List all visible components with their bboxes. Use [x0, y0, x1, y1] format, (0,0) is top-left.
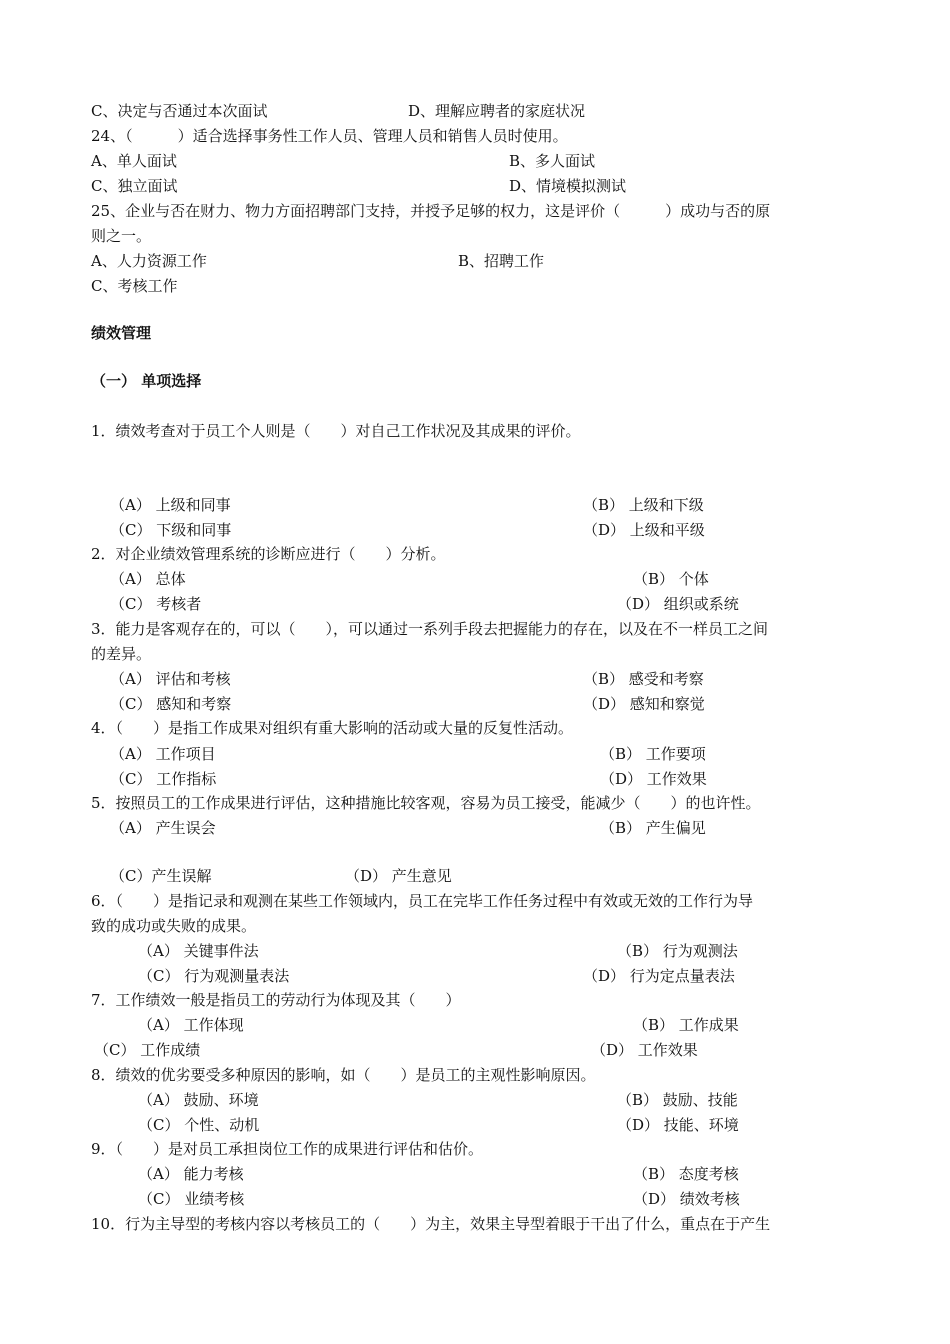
option-a: （A） 上级和同事 [110, 496, 231, 514]
question-10: 10．行为主导型的考核内容以考核员工的（ ）为主，效果主导型着眼于干出了什么，重点在于产生 [91, 1215, 771, 1233]
question-5: 5．按照员工的工作成果进行评估，这种措施比较客观，容易为员工接受，能减少（ ）的也许性。 [91, 794, 761, 812]
question-3: 3．能力是客观存在的，可以（ ），可以通过一系列手段去把握能力的存在，以及在不一样员工之间 [91, 620, 769, 638]
option-b: （B） 产生偏见 [600, 819, 706, 837]
option-d: （D） 绩效考核 [633, 1190, 740, 1208]
option-c: C、独立面试 [91, 177, 178, 195]
question-4: 4．（ ）是指工作成果对组织有重大影响的活动或大量的反复性活动。 [91, 719, 574, 737]
option-c: （C）产生误解 [110, 867, 212, 885]
option-a: A、人力资源工作 [91, 252, 207, 270]
option-d: （D） 工作效果 [591, 1041, 698, 1059]
option-d: （D） 行为定点量表法 [583, 967, 735, 985]
option-a: （A） 工作项目 [110, 745, 216, 763]
option-b: （B） 工作成果 [633, 1016, 739, 1034]
text-line: D、理解应聘者的家庭状况 [408, 102, 586, 120]
question-25: 25、企业与否在财力、物力方面招聘部门支持，并授予足够的权力，这是评价（ ）成功与否的原 [91, 202, 771, 220]
question-1: 1．绩效考查对于员工个人则是（ ）对自己工作状况及其成果的评价。 [91, 422, 581, 440]
option-a: （A） 关键事件法 [138, 942, 259, 960]
option-d: （D） 产生意见 [345, 867, 452, 885]
option-c: （C） 工作成绩 [94, 1041, 201, 1059]
option-c: （C） 行为观测量表法 [138, 967, 290, 985]
question-3-cont: 的差异。 [91, 645, 152, 663]
question-24: 24、（ ）适合选择事务性工作人员、管理人员和销售人员时使用。 [91, 127, 568, 145]
section-title: 绩效管理 [91, 324, 152, 342]
option-a: （A） 产生误会 [110, 819, 216, 837]
option-c: （C） 感知和考察 [110, 695, 232, 713]
option-d: （D） 技能、环境 [617, 1116, 739, 1134]
option-a: （A） 工作体现 [138, 1016, 244, 1034]
option-c: （C） 工作指标 [110, 770, 217, 788]
option-b: B、多人面试 [509, 152, 596, 170]
option-b: （B） 上级和下级 [583, 496, 704, 514]
option-d: D、情境模拟测试 [509, 177, 627, 195]
option-a: （A） 能力考核 [138, 1165, 244, 1183]
question-7: 7．工作绩效一般是指员工的劳动行为体现及其（ ） [91, 991, 461, 1009]
option-b: （B） 个体 [633, 570, 709, 588]
option-b: （B） 态度考核 [633, 1165, 739, 1183]
option-b: （B） 感受和考察 [583, 670, 704, 688]
option-b: B、招聘工作 [458, 252, 545, 270]
question-25-cont: 则之一。 [91, 227, 152, 245]
question-9: 9．（ ）是对员工承担岗位工作的成果进行评估和估价。 [91, 1140, 484, 1158]
option-d: （D） 组织或系统 [617, 595, 739, 613]
option-a: （A） 鼓励、环境 [138, 1091, 259, 1109]
option-c: （C） 业绩考核 [138, 1190, 245, 1208]
text-line: C、决定与否通过本次面试 [91, 102, 268, 120]
option-a: （A） 总体 [110, 570, 186, 588]
question-8: 8．绩效的优劣要受多种原因的影响，如（ ）是员工的主观性影响原因。 [91, 1066, 596, 1084]
option-c: C、考核工作 [91, 277, 178, 295]
option-b: （B） 行为观测法 [617, 942, 738, 960]
option-d: （D） 感知和察觉 [583, 695, 705, 713]
option-b: （B） 工作要项 [600, 745, 706, 763]
subsection-title: （一） 单项选择 [91, 372, 202, 390]
question-6: 6．（ ）是指记录和观测在某些工作领域内，员工在完毕工作任务过程中有效或无效的工作行为导 [91, 892, 754, 910]
option-a: A、单人面试 [91, 152, 177, 170]
option-c: （C） 下级和同事 [110, 521, 232, 539]
question-6-cont: 致的成功或失败的成果。 [91, 917, 257, 935]
option-c: （C） 考核者 [110, 595, 202, 613]
option-b: （B） 鼓励、技能 [617, 1091, 738, 1109]
question-2: 2．对企业绩效管理系统的诊断应进行（ ）分析。 [91, 545, 446, 563]
option-c: （C） 个性、动机 [138, 1116, 260, 1134]
option-d: （D） 上级和平级 [583, 521, 705, 539]
option-d: （D） 工作效果 [600, 770, 707, 788]
option-a: （A） 评估和考核 [110, 670, 231, 688]
